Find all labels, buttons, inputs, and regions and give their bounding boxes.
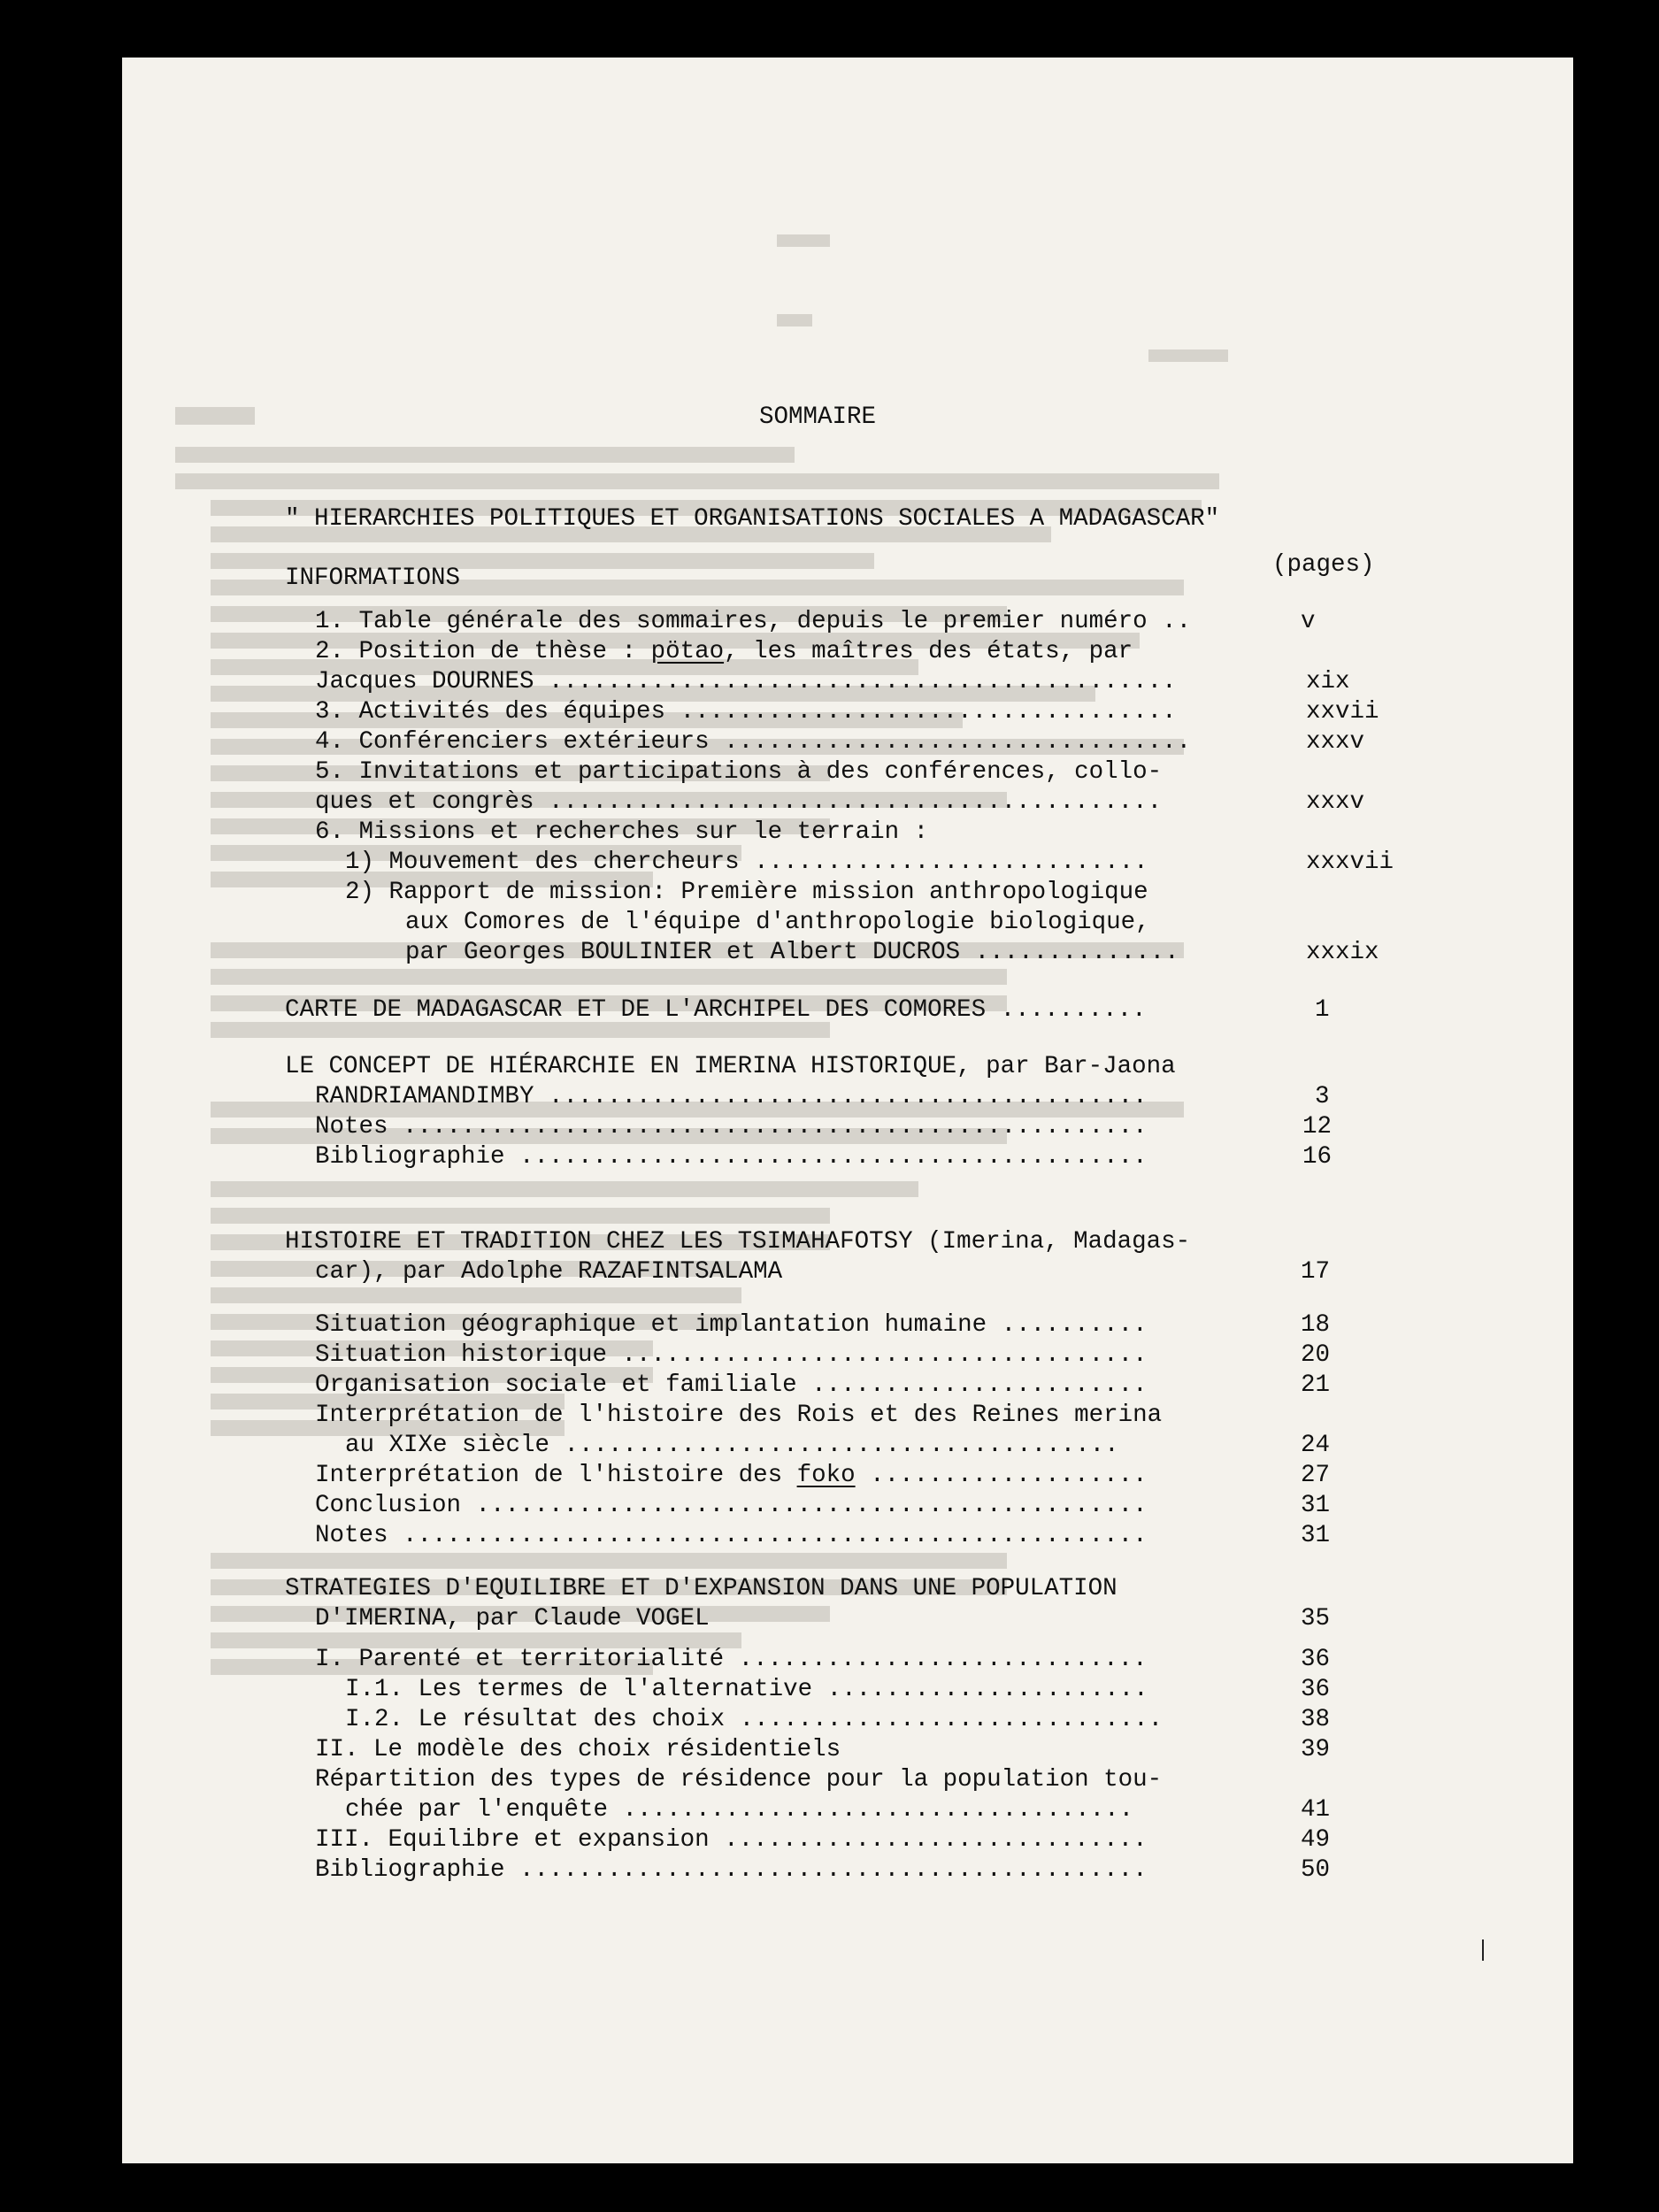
page-number: 20 bbox=[1301, 1341, 1331, 1369]
toc-line: 3. Activités des équipes .................................. bbox=[315, 698, 1177, 726]
toc-line: Conclusion .............................................. bbox=[315, 1492, 1148, 1519]
toc-line: par Georges BOULINIER et Albert DUCROS .............. bbox=[405, 939, 1179, 966]
toc-line: Bibliographie ........................................... bbox=[315, 1143, 1148, 1171]
toc-line-text: 2. Position de thèse : bbox=[315, 638, 651, 665]
page-number: 36 bbox=[1301, 1646, 1331, 1673]
toc-line-text: , les maîtres des états, par bbox=[724, 638, 1133, 665]
toc-line: STRATEGIES D'EQUILIBRE ET D'EXPANSION DANS UNE POPULATION bbox=[285, 1575, 1118, 1602]
page-number: 24 bbox=[1301, 1432, 1331, 1459]
toc-line-text: ................... bbox=[855, 1462, 1148, 1489]
page-number: 50 bbox=[1301, 1856, 1331, 1884]
toc-line: I.2. Le résultat des choix ............................. bbox=[345, 1706, 1164, 1733]
toc-line: Situation géographique et implantation humaine .......... bbox=[315, 1311, 1148, 1339]
pencil-mark bbox=[1482, 1939, 1484, 1961]
underlined-term: pötao bbox=[650, 638, 725, 665]
toc-line: 2) Rapport de mission: Première mission anthropologique bbox=[345, 879, 1148, 906]
toc-line: 1. Table générale des sommaires, depuis le premier numéro .. bbox=[315, 608, 1192, 635]
page-number: xxxix bbox=[1306, 939, 1379, 966]
page-number: 21 bbox=[1301, 1371, 1331, 1399]
toc-line: I. Parenté et territorialité ............................ bbox=[315, 1646, 1148, 1673]
page-number: 41 bbox=[1301, 1796, 1331, 1824]
page-number: xxxv bbox=[1306, 788, 1365, 816]
toc-line: Bibliographie ........................................... bbox=[315, 1856, 1148, 1884]
page-number: 35 bbox=[1301, 1605, 1331, 1632]
toc-line-text: Interprétation de l'histoire des bbox=[315, 1462, 797, 1489]
page-number: v bbox=[1301, 608, 1316, 635]
toc-line: au XIXe siècle ...................................... bbox=[345, 1432, 1119, 1459]
page-number: 38 bbox=[1301, 1706, 1331, 1733]
toc-line: Notes ................................................... bbox=[315, 1522, 1148, 1549]
toc-line bbox=[315, 637, 1133, 667]
toc-line: D'IMERINA, par Claude VOGEL bbox=[315, 1605, 710, 1632]
toc-line: III. Equilibre et expansion ............................. bbox=[315, 1826, 1148, 1854]
toc-line: I.1. Les termes de l'alternative ...................... bbox=[345, 1676, 1148, 1703]
toc-line: aux Comores de l'équipe d'anthropologie biologique, bbox=[405, 909, 1150, 936]
page-number: 3 bbox=[1315, 1083, 1330, 1110]
pages-column-header: (pages) bbox=[1272, 551, 1375, 579]
page-number: 12 bbox=[1302, 1113, 1333, 1141]
toc-line: car), par Adolphe RAZAFINTSALAMA bbox=[315, 1258, 783, 1286]
underlined-term: foko bbox=[796, 1462, 856, 1489]
theme-heading: " HIERARCHIES POLITIQUES ET ORGANISATIONS SOCIALES A MADAGASCAR" bbox=[285, 505, 1220, 533]
toc-line: Répartition des types de résidence pour la population tou- bbox=[315, 1766, 1163, 1793]
page-number: 16 bbox=[1302, 1143, 1333, 1171]
toc-line: chée par l'enquête ................................... bbox=[345, 1796, 1134, 1824]
page-number: 17 bbox=[1301, 1258, 1331, 1286]
page-number: 1 bbox=[1315, 996, 1330, 1024]
toc-line: CARTE DE MADAGASCAR ET DE L'ARCHIPEL DES COMORES .......... bbox=[285, 996, 1147, 1024]
toc-line: Organisation sociale et familiale ....................... bbox=[315, 1371, 1148, 1399]
page-number: 31 bbox=[1301, 1492, 1331, 1519]
toc-line: 5. Invitations et participations à des conférences, collo- bbox=[315, 758, 1163, 786]
page-number: 39 bbox=[1301, 1736, 1331, 1763]
toc-line: Notes ................................................... bbox=[315, 1113, 1148, 1141]
toc-line: Jacques DOURNES ........................................... bbox=[315, 668, 1177, 695]
toc-line bbox=[315, 1461, 1148, 1491]
page-number: 18 bbox=[1301, 1311, 1331, 1339]
toc-line: 1) Mouvement des chercheurs ........................... bbox=[345, 849, 1148, 876]
toc-line: 6. Missions et recherches sur le terrain : bbox=[315, 818, 929, 846]
toc-line: 4. Conférenciers extérieurs ................................ bbox=[315, 728, 1192, 756]
toc-line: HISTOIRE ET TRADITION CHEZ LES TSIMAHAFOTSY (Imerina, Madagas- bbox=[285, 1228, 1191, 1256]
page-number: xix bbox=[1306, 668, 1350, 695]
toc-line: Situation historique .................................... bbox=[315, 1341, 1148, 1369]
page-number: 27 bbox=[1301, 1462, 1331, 1489]
toc-line: INFORMATIONS bbox=[285, 565, 461, 592]
toc-line: LE CONCEPT DE HIÉRARCHIE EN IMERINA HISTORIQUE, par Bar-Jaona bbox=[285, 1053, 1176, 1080]
page-number: 31 bbox=[1301, 1522, 1331, 1549]
toc-line: ques et congrès .......................................... bbox=[315, 788, 1163, 816]
page-number: 36 bbox=[1301, 1676, 1331, 1703]
page-number: xxvii bbox=[1306, 698, 1379, 726]
page-title: SOMMAIRE bbox=[759, 403, 877, 431]
page-number: xxxvii bbox=[1306, 849, 1394, 876]
page-number: 49 bbox=[1301, 1826, 1331, 1854]
page-number: xxxv bbox=[1306, 728, 1365, 756]
toc-line: RANDRIAMANDIMBY ......................................... bbox=[315, 1083, 1148, 1110]
toc-line: II. Le modèle des choix résidentiels bbox=[315, 1736, 841, 1763]
toc-line: Interprétation de l'histoire des Rois et des Reines merina bbox=[315, 1402, 1163, 1429]
